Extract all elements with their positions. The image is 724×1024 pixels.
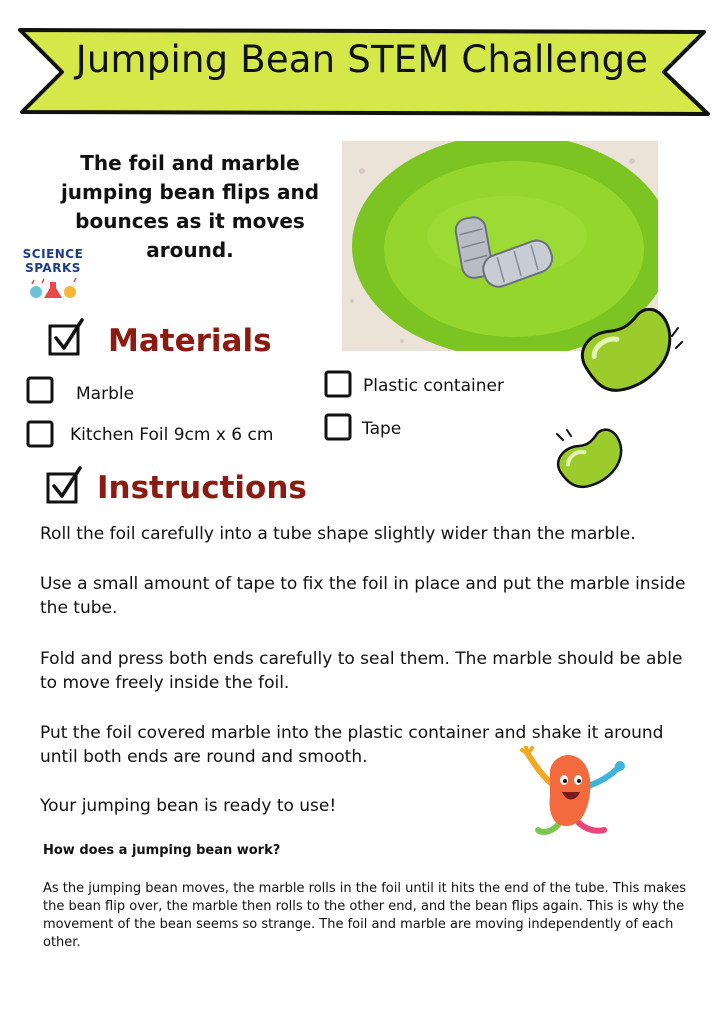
materials-heading: Materials xyxy=(108,323,272,359)
instruction-step-1: Roll the foil carefully into a tube shape slightly wider than the marble. xyxy=(40,524,636,544)
material-tape: Tape xyxy=(362,419,402,439)
logo-line-1: SCIENCE xyxy=(22,247,84,261)
intro-text: The foil and marble jumping bean flips and bounces as it moves around. xyxy=(60,151,320,262)
instruction-step-2: Use a small amount of tape to fix the foil in place and put the marble inside the tube. xyxy=(40,574,686,618)
cartoon-bean-character xyxy=(520,746,632,854)
checkbox-empty-icon[interactable] xyxy=(324,413,352,441)
science-sparks-logo xyxy=(22,244,84,302)
instructions-heading: Instructions xyxy=(97,470,307,506)
explanation-question: How does a jumping bean work? xyxy=(43,843,281,858)
checkbox-empty-icon[interactable] xyxy=(26,420,54,448)
jelly-bean-illustration xyxy=(574,308,684,406)
checkbox-empty-icon[interactable] xyxy=(26,376,54,404)
checkbox-checked-icon xyxy=(46,318,86,358)
instruction-step-4: Put the foil covered marble into the plastic container and shake it around until both ends are round and smooth. xyxy=(40,723,664,767)
page-title: Jumping Bean STEM Challenge xyxy=(75,38,649,81)
jelly-bean-illustration-small xyxy=(553,428,633,498)
checkbox-checked-icon xyxy=(44,466,84,506)
logo-line-2: SPARKS xyxy=(25,261,81,275)
flask-icon xyxy=(28,278,80,300)
material-container: Plastic container xyxy=(363,376,504,396)
explanation-answer: As the jumping bean moves, the marble rolls in the foil until it hits the end of the tube. This makes the bean flip over, the marble then rolls to the other end, and the bean flips again. This is why the movement of the bean seems so strange. The foil and marble are moving independently of each other. xyxy=(43,881,686,950)
checkbox-empty-icon[interactable] xyxy=(324,370,352,398)
material-marble: Marble xyxy=(76,384,135,404)
material-foil: Kitchen Foil 9cm x 6 cm xyxy=(70,425,274,445)
instruction-step-3: Fold and press both ends carefully to seal them. The marble should be able to move freely inside the foil. xyxy=(40,649,683,693)
instruction-step-5: Your jumping bean is ready to use! xyxy=(40,796,337,816)
